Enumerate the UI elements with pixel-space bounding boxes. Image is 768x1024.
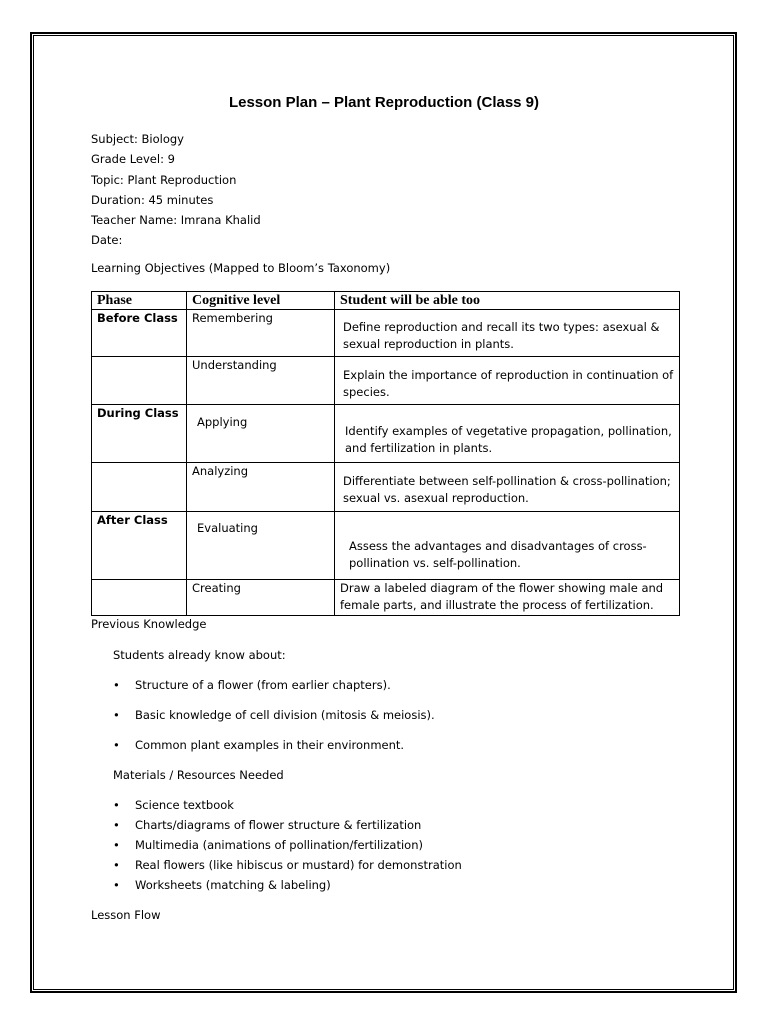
level-text: Evaluating: [197, 521, 258, 535]
list-item-text: Charts/diagrams of flower structure & fertilization: [135, 818, 422, 832]
list-item-text: Basic knowledge of cell division (mitosis & meiosis).: [135, 708, 435, 722]
list-item: [113, 858, 462, 872]
meta-grade-level: Grade Level: 9: [91, 152, 175, 167]
level-cell: [187, 357, 335, 405]
objective-text: Differentiate between self-pollination & cross-pollination; sexual vs. asexual reproduction.: [343, 474, 671, 505]
meta-teacher-name: Teacher Name: Imrana Khalid: [91, 213, 261, 228]
objective-cell: [335, 580, 680, 616]
level-cell: [187, 512, 335, 580]
list-item: [113, 708, 435, 722]
list-item-text: Science textbook: [135, 798, 234, 812]
list-item-text: Worksheets (matching & labeling): [135, 878, 331, 892]
objectives-table: [91, 291, 680, 616]
phase-cell: [92, 357, 187, 405]
list-item: [113, 798, 234, 812]
objective-cell: [335, 357, 680, 405]
phase-cell: After Class: [92, 512, 187, 580]
objective-text: Assess the advantages and disadvantages of cross-pollination vs. self-pollination.: [349, 539, 647, 570]
bullet-glyph: •: [113, 738, 120, 752]
level-text: Remembering: [192, 311, 273, 325]
level-cell: [187, 463, 335, 512]
header-student-objective: Student will be able too: [335, 292, 680, 310]
bullet-glyph: •: [113, 818, 120, 832]
table-row: [92, 580, 680, 616]
bullet-glyph: •: [113, 708, 120, 722]
objective-cell: [335, 310, 680, 357]
list-item: [113, 678, 391, 692]
bullet-glyph: •: [113, 798, 120, 812]
list-item-text: Multimedia (animations of pollination/fertilization): [135, 838, 423, 852]
meta-topic: Topic: Plant Reproduction: [91, 172, 237, 187]
table-row: [92, 357, 680, 405]
meta-subject: Subject: Biology: [91, 132, 184, 146]
list-item: [113, 838, 423, 852]
phase-cell: During Class: [92, 405, 187, 463]
level-text: Understanding: [192, 358, 277, 372]
objective-cell: [335, 512, 680, 580]
objective-text: Draw a labeled diagram of the flower showing male and female parts, and illustrate the process of fertilization.: [340, 581, 664, 612]
lesson-flow-heading: Lesson Flow: [91, 908, 161, 922]
previous-knowledge-heading: Previous Knowledge: [91, 617, 207, 631]
list-item: [113, 818, 421, 832]
previous-knowledge-intro: Students already know about:: [113, 648, 286, 662]
level-cell: [187, 310, 335, 357]
objective-text: Define reproduction and recall its two types: asexual & sexual reproduction in plants.: [343, 320, 660, 351]
list-item-text: Structure of a flower (from earlier chapters).: [135, 678, 391, 692]
list-item-text: Real flowers (like hibiscus or mustard) for demonstration: [135, 858, 462, 872]
phase-cell: [92, 580, 187, 616]
document-title: Lesson Plan – Plant Reproduction (Class 9): [228, 94, 540, 111]
list-item: [113, 738, 404, 752]
table-row: [92, 405, 680, 463]
objective-cell: [335, 463, 680, 512]
list-item-text: Common plant examples in their environment.: [135, 738, 405, 752]
list-item: [113, 878, 331, 892]
level-text: Creating: [192, 581, 241, 595]
objective-text: Explain the importance of reproduction in continuation of species.: [343, 368, 674, 399]
table-row: [92, 512, 680, 580]
header-cognitive-level: Cognitive level: [187, 292, 335, 310]
bullet-glyph: •: [113, 838, 120, 852]
lesson-meta: [91, 129, 261, 251]
objective-cell: [335, 405, 680, 463]
level-text: Analyzing: [192, 464, 249, 478]
objective-text: Identify examples of vegetative propagation, pollination, and fertilization in plants.: [345, 424, 672, 455]
meta-date: Date:: [91, 233, 123, 248]
bullet-glyph: •: [113, 878, 120, 892]
table-row: [92, 463, 680, 512]
objectives-heading: Learning Objectives (Mapped to Bloom’s Taxonomy): [91, 261, 391, 275]
level-text: Applying: [197, 415, 248, 429]
table-header-row: [92, 292, 680, 310]
bullet-glyph: •: [113, 678, 120, 692]
materials-heading: Materials / Resources Needed: [113, 768, 284, 782]
header-phase: Phase: [92, 292, 187, 310]
bullet-glyph: •: [113, 858, 120, 872]
table-row: [92, 310, 680, 357]
phase-cell: Before Class: [92, 310, 187, 357]
level-cell: [187, 405, 335, 463]
level-cell: [187, 580, 335, 616]
meta-duration: Duration: 45 minutes: [91, 192, 214, 207]
phase-cell: [92, 463, 187, 512]
